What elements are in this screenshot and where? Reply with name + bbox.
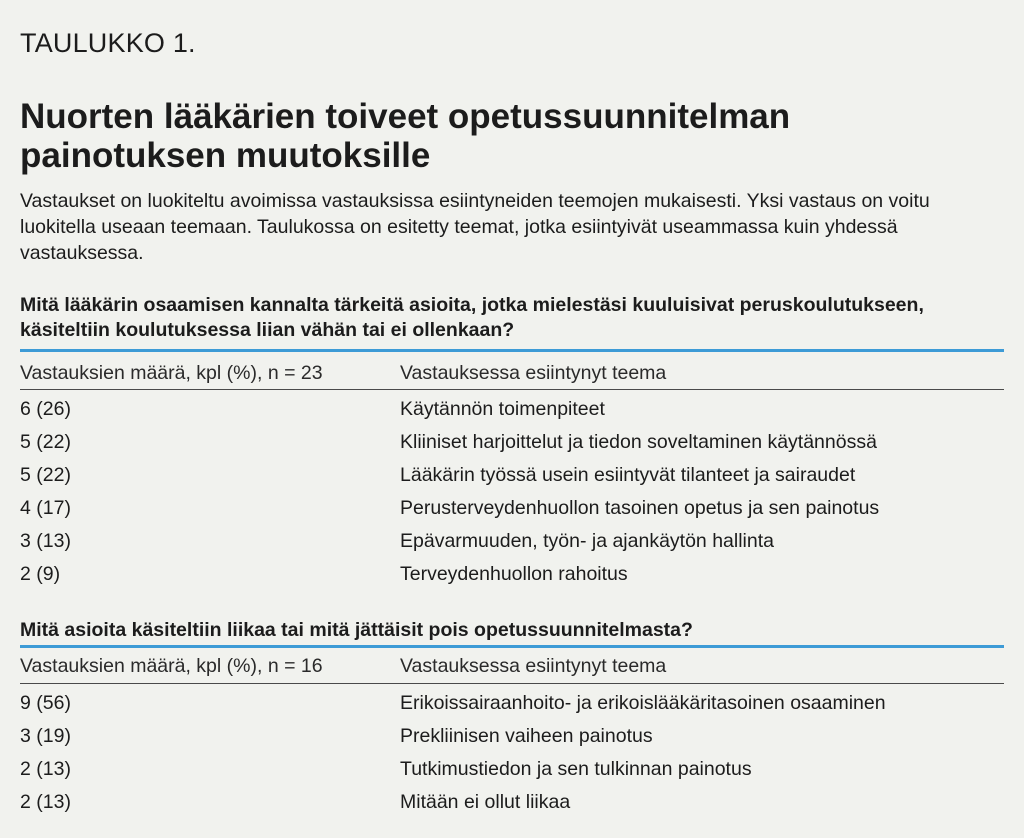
table-row: [20, 558, 1004, 591]
row-count: 2 (13): [20, 758, 71, 780]
table-row: [20, 426, 1004, 459]
row-count: 2 (9): [20, 563, 61, 585]
row-count: 3 (19): [20, 725, 71, 747]
table-label: TAULUKKO 1.: [20, 28, 196, 58]
row-theme: Kliiniset harjoittelut ja tiedon soveltaminen käytännössä: [400, 431, 877, 453]
row-count: 2 (13): [20, 791, 71, 813]
table-row: [20, 687, 1004, 720]
table-intro: Vastaukset on luokiteltu avoimissa vastauksissa esiintyneiden teemojen mukaisesti. Yksi vastaus on voitu luokitella useaan teemaan. Taulukossa on esitetty teemat, jotka esiintyivät useammassa kuin yhdessä vastauksessa.: [20, 190, 930, 264]
section-2-header-row: [20, 650, 1004, 683]
row-theme: Prekliinisen vaiheen painotus: [400, 725, 653, 747]
section-2-header-rule: [20, 683, 1004, 684]
row-theme: Perusterveydenhuollon tasoinen opetus ja sen painotus: [400, 497, 880, 519]
table-row: [20, 720, 1004, 753]
row-theme: Epävarmuuden, työn- ja ajankäytön hallinta: [400, 530, 774, 552]
section-1-header-theme: Vastauksessa esiintynyt teema: [400, 362, 667, 384]
table-row: [20, 393, 1004, 426]
row-theme: Lääkärin työssä usein esiintyvät tilanteet ja sairaudet: [400, 464, 856, 486]
table-row: [20, 753, 1004, 786]
section-2-header-count: Vastauksien määrä, kpl (%), n = 16: [20, 655, 323, 677]
row-theme: Mitään ei ollut liikaa: [400, 791, 571, 813]
section-2-question: Mitä asioita käsiteltiin liikaa tai mitä jättäisit pois opetussuunnitelmasta?: [20, 619, 693, 641]
row-theme: Käytännön toimenpiteet: [400, 398, 605, 420]
row-count: 5 (22): [20, 464, 71, 486]
section-1-header-count: Vastauksien määrä, kpl (%), n = 23: [20, 362, 323, 384]
table-row: [20, 459, 1004, 492]
table-row: [20, 492, 1004, 525]
row-theme: Tutkimustiedon ja sen tulkinnan painotus: [400, 758, 752, 780]
section-2-top-rule: [20, 645, 1004, 648]
section-1-header-rule: [20, 389, 1004, 390]
row-count: 4 (17): [20, 497, 71, 519]
table-title: Nuorten lääkärien toiveet opetussuunnitelman painotuksen muutoksille: [20, 97, 791, 175]
section-1-top-rule: [20, 349, 1004, 352]
row-count: 5 (22): [20, 431, 71, 453]
row-count: 9 (56): [20, 692, 71, 714]
section-1-question: Mitä lääkärin osaamisen kannalta tärkeitä asioita, jotka mielestäsi kuuluisivat peruskoulutukseen, käsiteltiin koulutuksessa liian vähän tai ei ollenkaan?: [20, 294, 924, 341]
section-1-header-row: [20, 357, 1004, 390]
row-theme: Terveydenhuollon rahoitus: [400, 563, 628, 585]
row-count: 3 (13): [20, 530, 71, 552]
row-count: 6 (26): [20, 398, 71, 420]
table-row: [20, 525, 1004, 558]
section-2-header-theme: Vastauksessa esiintynyt teema: [400, 655, 667, 677]
row-theme: Erikoissairaanhoito- ja erikoislääkäritasoinen osaaminen: [400, 692, 886, 714]
table-row: [20, 786, 1004, 819]
